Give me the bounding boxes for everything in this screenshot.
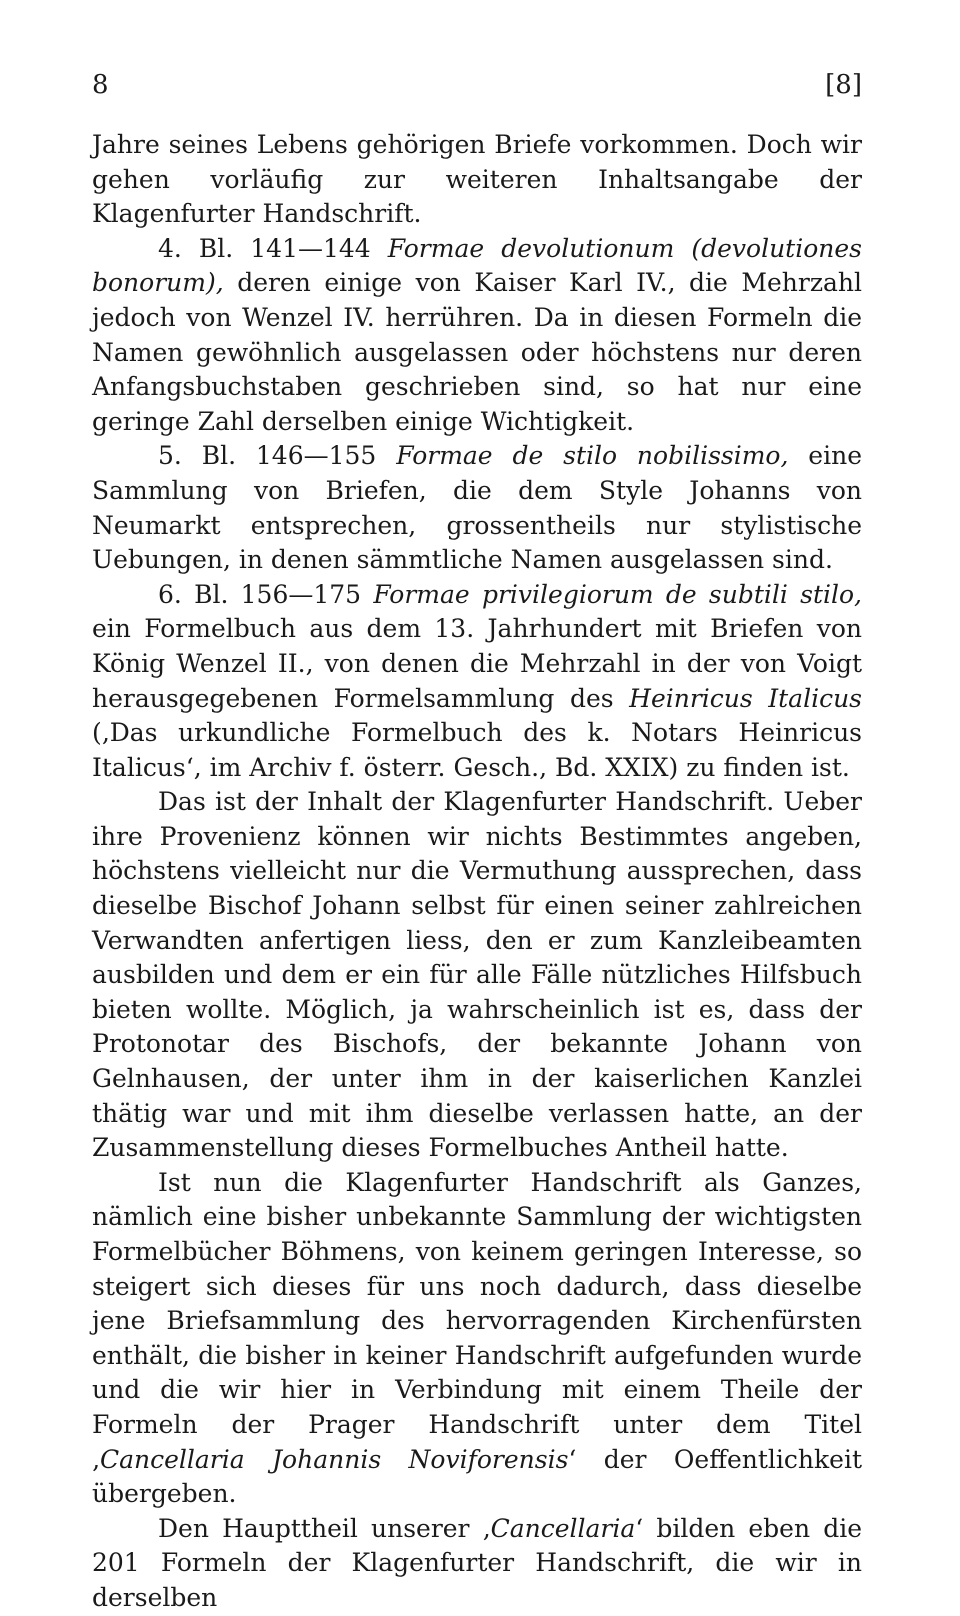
text-run: 4. Bl. 141—144 xyxy=(158,233,388,263)
paragraph xyxy=(92,578,862,786)
text-run: Ist nun die Klagenfurter Handschrift als Ganzes, nämlich eine bisher unbekannte Sammlung der wichtigsten Formelbücher Böhmens, von keinem geringen Interesse, so steigert sich dieses für uns noch dadurch, dass dieselbe jene Briefsammlung des hervorragenden Kirchenfürsten enthält, die bisher in keiner Handschrift aufgefunden wurde und die wir hier in Verbindung mit einem Theile der Formeln der Prager Handschrift unter dem Titel ‚ xyxy=(92,1167,862,1474)
paragraph xyxy=(92,232,862,440)
paragraph xyxy=(92,1512,862,1616)
italic-title: Cancellaria Johannis Noviforensis xyxy=(99,1444,569,1474)
page-number: 8 xyxy=(92,70,109,100)
text-run: eine Sammlung von Briefen, die dem Style Johanns von Neumarkt entsprechen, grossentheils nur stylistische Uebungen, in denen sämmtliche Namen ausgelassen sind. xyxy=(92,441,862,575)
text-run: ‘ der Oeffentlichkeit übergeben. xyxy=(92,1444,862,1509)
text-run: ‘ bilden eben die 201 Formeln der Klagenfurter Handschrift, die wir in derselben xyxy=(92,1513,862,1612)
text-run: (‚Das urkundliche Formelbuch des k. Notars Heinricus Italicus‘, im Archiv f. österr. Gesch., Bd. XXIX) zu finden ist. xyxy=(92,718,862,782)
text-run: 5. Bl. 146—155 xyxy=(158,441,397,471)
italic-title: Formae privilegiorum de subtili stilo, xyxy=(373,579,862,609)
signature-mark: [8] xyxy=(825,70,862,100)
paragraph xyxy=(92,128,862,232)
italic-title: Cancellaria xyxy=(490,1513,636,1543)
body-text xyxy=(92,128,862,1616)
italic-title: Heinricus Italicus xyxy=(629,683,862,713)
text-run: 6. Bl. 156—175 xyxy=(158,579,374,609)
italic-title: Formae devolutionum (devolutiones bonorum), xyxy=(92,233,862,298)
paragraph xyxy=(92,785,862,1166)
paragraph xyxy=(92,439,862,577)
text-run: Jahre seines Lebens gehörigen Briefe vorkommen. Doch wir gehen vorläufig zur weiteren Inhaltsangabe der Klagenfurter Handschrift. xyxy=(92,130,862,229)
text-run: ein Formelbuch aus dem 13. Jahrhundert mit Briefen von König Wenzel II., von denen die Mehrzahl in der von Voigt herausgegebenen Formelsammlung des xyxy=(92,614,862,713)
italic-title: Formae de stilo nobilissimo, xyxy=(396,441,789,471)
page-header xyxy=(92,70,862,110)
paragraph xyxy=(92,1166,862,1512)
text-run: Das ist der Inhalt der Klagenfurter Handschrift. Ueber ihre Provenienz können wir nichts Bestimmtes angeben, höchstens vielleicht nur die Vermuthung aussprechen, dass dieselbe Bischof Johann selbst für einen seiner zahlreichen Verwandten anfertigen liess, den er zum Kanzleibeamten ausbilden und dem er ein für alle Fälle nützliches Hilfsbuch bieten wollte. Möglich, ja wahrscheinlich ist es, dass der Protonotar des Bischofs, der bekannte Johann von Gelnhausen, der unter ihm in der kaiserlichen Kanzlei thätig war und mit ihm dieselbe verlassen hatte, an der Zusammenstellung dieses Formelbuches Antheil hatte. xyxy=(92,787,862,1163)
text-run: Den Haupttheil unserer ‚ xyxy=(158,1513,491,1543)
text-run: deren einige von Kaiser Karl IV., die Mehrzahl jedoch von Wenzel IV. herrühren. Da in diesen Formeln die Namen gewöhnlich ausgelassen oder höchstens nur deren Anfangsbuchstaben geschrieben sind, so hat nur eine geringe Zahl derselben einige Wichtigkeit. xyxy=(92,268,862,436)
